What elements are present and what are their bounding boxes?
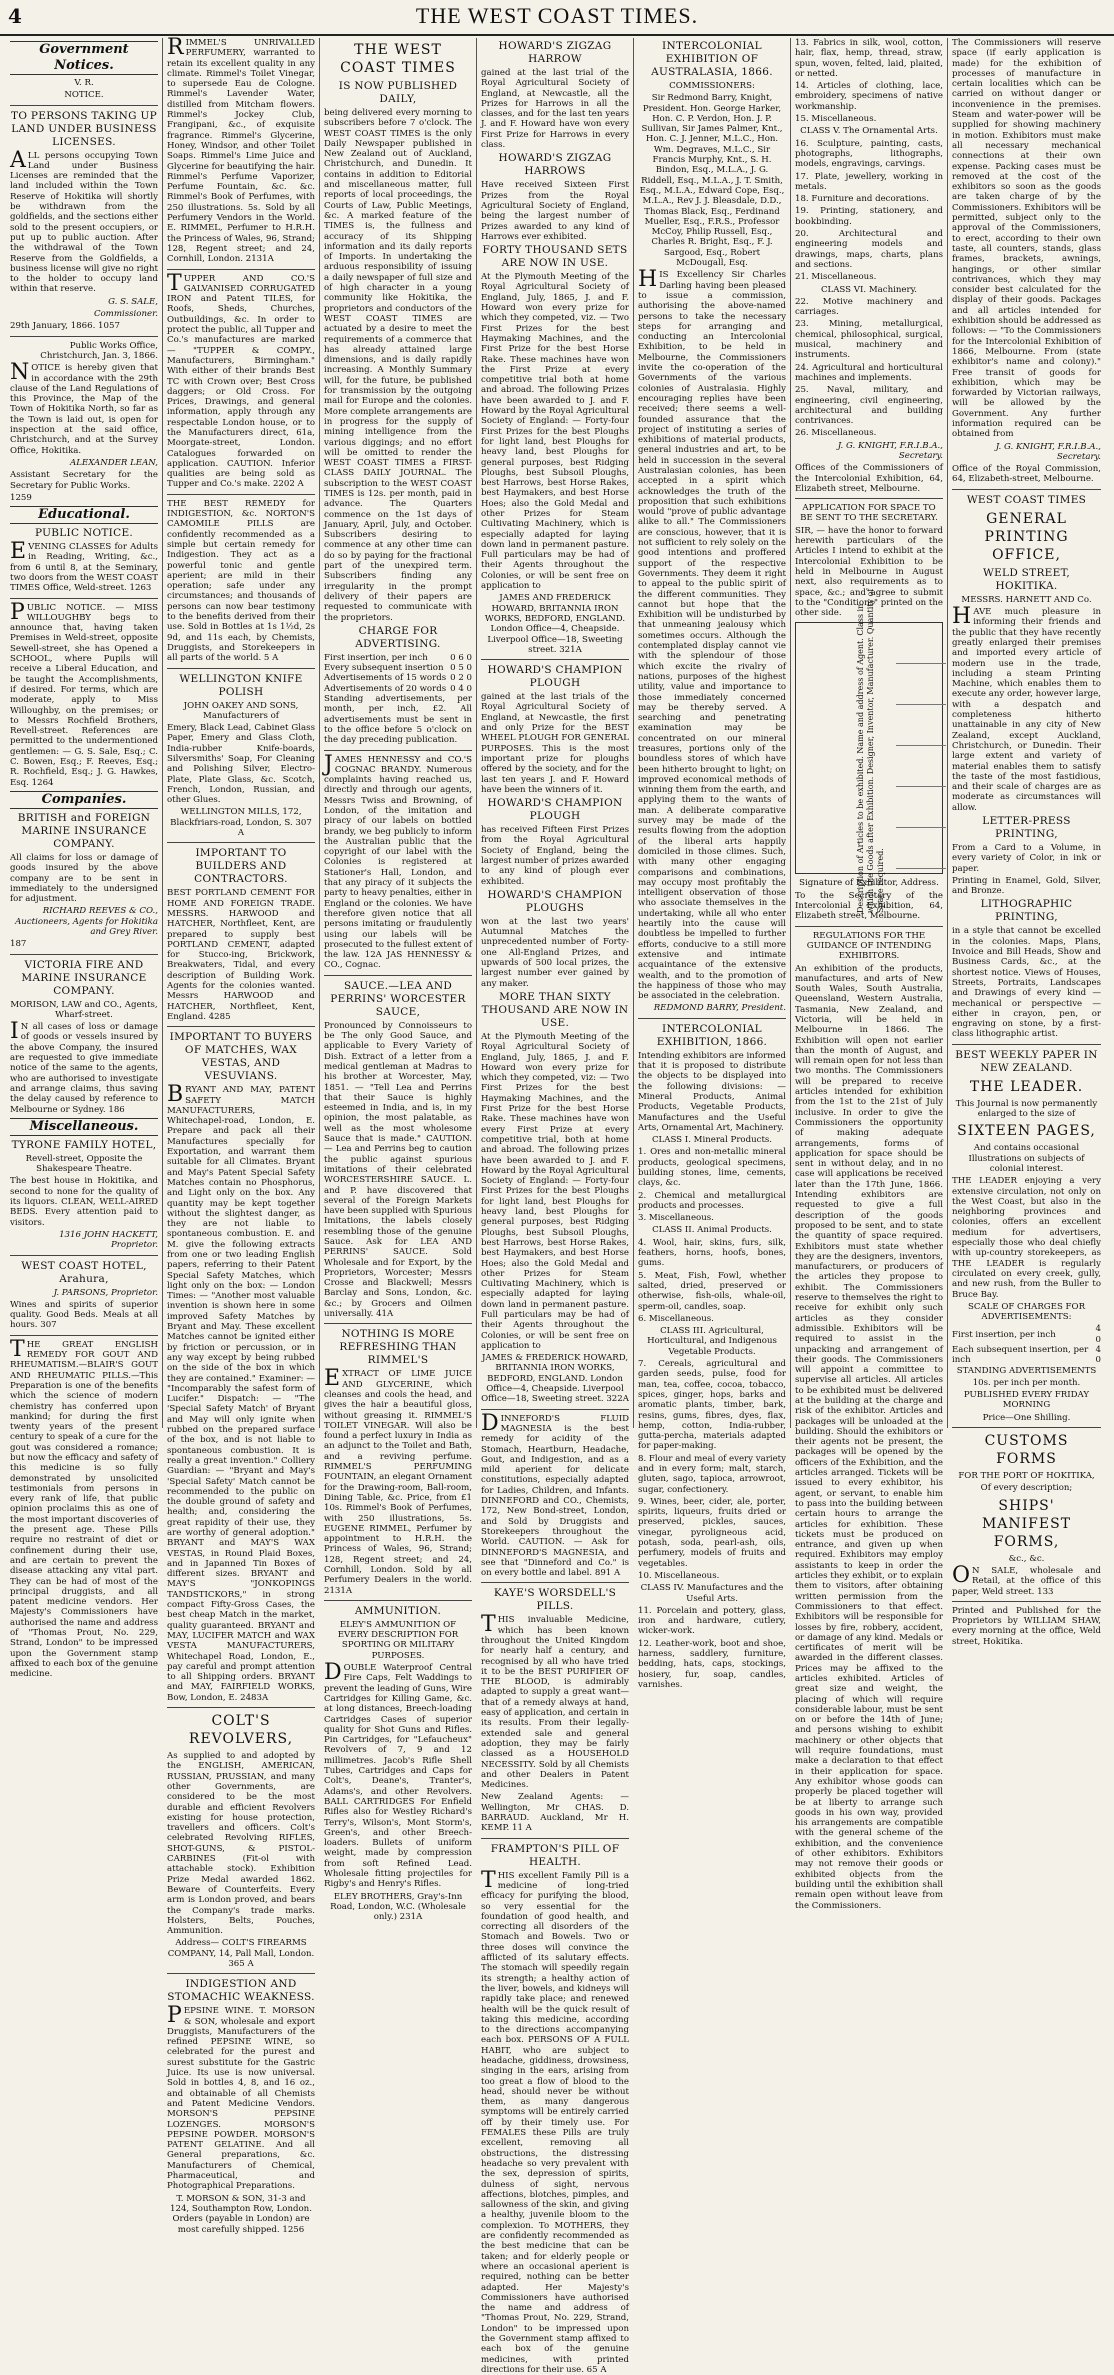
scale-value: 4 0 xyxy=(1095,1324,1101,1345)
wellington-polish-maker: JOHN OAKEY AND SONS, Manufacturers of xyxy=(183,700,299,721)
imprint: Printed and Published for the Proprietors by WILLIAM SHAW, every morning at the office, Weld street, Hokitika. xyxy=(952,1605,1101,1647)
colt-revolvers-body: As supplied to and adopted by the ENGLISH, AMERICAN, RUSSIAN, PRUSSIAN, and many other Governments, are considered to be the most durable and efficient Revolvers existing for house protection, travellers and officers. Colt's celebrated Revolving RIFLES, SHOT-GUNS, & PISTOL-CARBINES (Fit-ol with attachable stock). Exhibition Prize Medal awarded 1862. Beware of Counterfeits. Every arm is London proved, and bears the Company's trade marks. Holsters, Belts, Pouches, Ammunition. xyxy=(167,1751,315,1937)
form-lines xyxy=(896,623,946,873)
public-works-signature: ALEXANDER LEAN, xyxy=(70,457,158,468)
lithographic-title: LITHOGRAPHIC PRINTING, xyxy=(980,898,1073,924)
standing-title: STANDING ADVERTISEMENTS xyxy=(956,1365,1097,1376)
divider xyxy=(10,954,158,955)
column-2 xyxy=(163,35,320,2235)
builders-notice-title: IMPORTANT TO BUILDERS AND CONTRACTORS. xyxy=(194,847,288,886)
list-item: 20. Architectural and engineering models and drawings, maps, charts, plans and sections. xyxy=(795,229,943,270)
letterpress-title: LETTER-PRESS PRINTING, xyxy=(982,815,1071,840)
exhibition-commissioners: Sir Redmond Barry, Knight, President. Hon. George Harker, Hon. C. P. Verdon, Hon. J. P. Sullivan, Sir James Palmer, Knt., Hon. C. J. Jenner, M.L.C., Hon. Wm. Degraves, M.L.C., Sir Francis Murphy, Knt., S. H. Bindon, Esq., M.L.A., J. G. Riddell, Esq., M.L.A., J. T. Smith, Esq., M.L.A., Edward Cope, Esq., M.L.A., Rev J. J. Bleasdale, D.D., Thomas Black, Esq., Ferdinand Mueller, Esq., F.R.S., Professor McCoy, Philip Russell, Esq., Charles R. Bright, Esq., F. J. Sargood, Esq., Robert McDougall, Esq. xyxy=(639,93,785,269)
howard-zigzag2-title: HOWARD'S ZIGZAG HARROWS xyxy=(498,152,612,178)
notice-title: TO PERSONS TAKING UP LAND UNDER BUSINESS LICENSES. xyxy=(11,109,157,148)
colt-revolvers-title: COLT'S REVOLVERS, xyxy=(188,1713,294,1748)
exhibition-title: INTERCOLONIAL EXHIBITION OF AUSTRALASIA, 1866. xyxy=(651,40,773,78)
notice-label: NOTICE. xyxy=(64,90,104,101)
kaye-body: THIS invaluable Medicine, which has been known throughout the United Kingdom for nearly half a century, and recognised by all who have tried it to be the BEST PURIFIER OF THE BLOOD, is admirably adapted to supply a great want—that of a remedy always at hand, easy of application, and certain in its results. From their legally-extended sale and general adoption, they may be fairly classed as a HOUSEHOLD NECESSITY. Sold by all Chemists and other Dealers in Patent Medicines. xyxy=(481,1612,629,1791)
bfm-insurance-signature: RICHARD REEVES & CO., Auctioneers, Agents for Hokitika and Grey River. xyxy=(15,906,158,937)
howard-champion2-body: has received Fifteen First Prizes from the Royal Agricultural Society of England, being the largest number of prizes awarded to any kind of plough ever exhibited. xyxy=(481,825,629,887)
colt-revolvers-address: Address— COLT'S FIREARMS COMPANY, 14, Pall Mall, London. 365 A xyxy=(167,1938,315,1969)
notice-signature-role: Commissioner. xyxy=(93,309,158,320)
list-item: 26. Miscellaneous. xyxy=(795,428,877,439)
list-item: 21. Miscellaneous. xyxy=(795,272,877,283)
divider xyxy=(167,1026,315,1027)
divider xyxy=(324,975,472,976)
table-row xyxy=(324,663,472,673)
more-than-signature: JAMES & FREDERICK HOWARD, BRITANNIA IRON WORKS, BEDFORD, ENGLAND. London Office—4, Cheapside. Liverpool Office—18, Sweeting street. 322A xyxy=(481,1353,629,1405)
list-item: CLASS VI. Machinery. xyxy=(820,284,918,295)
exhibition-body: HIS Excellency Sir Charles Darling having been pleased to issue a commission, authorising the above-named persons to take the necessary steps for arranging and conducting an Intercolonial Exhibition, to be held in Melbourne, the Commissioners invite the co-operation of the Governments of the various colonies of Australasia. Highly encouraging replies have been received; there seems a well-founded assurance that the project of instituting a series of exhibitions of material products, general industries and art, to be held in succession in the several Australasian colonies, has been accepted in a spirit which acknowledges the truth of the proposition that such exhibitions would "prove of public advantage alike to all." The Commissioners are conscious, however, that it is not sufficient to rely solely on the good intentions and proffered support of the respective Governments. They deem it right to appeal to the public spirit of the different communities. They cannot but hope that the Exhibition will be undisturbed by that unmeaning jealousy which sometimes occurs. Although the contemplated display cannot vie with the splendour of those which excite the rivalry of nations, purposes of the highest utility, value and importance to those immediately concerned may be thereby served. A searching and penetrating examination may be concentrated on our mineral treasures, portions only of the boundless stores of which have been hitherto brought to light; on improved economical methods of winning them from the earth, and applying them to the wants of man. A deliberate comparative survey may be made of the results flowing from the adoption of the liberal arts happily domiciled in those climes. Such, with many other engaging comparisons and combinations, may occupy most profitably the intelligent observation of those who associate themselves in the undertaking, while all who enter heartily into the cause will doubtless be impelled to further efforts, conducive to a still more extensive and intimate acquaintance of the extensive wealth, and to the promotion of the happiness of those who may be associated in the celebration. xyxy=(638,267,786,1002)
howard-champion-title: HOWARD'S CHAMPION PLOUGH xyxy=(487,664,623,690)
list-item: 14. Articles of clothing, lace, embroidery, specimens of native workmanship. xyxy=(795,81,943,112)
public-works-signature-role: Assistant Secretary for the Secretary for Public Works. xyxy=(10,470,158,491)
list-item: 25. Naval, military, and engineering, civil engineering, architectural and building contrivances. xyxy=(795,385,943,427)
frampton-title: FRAMPTON'S PILL OF HEALTH. xyxy=(490,1842,620,1868)
tyrone-hotel-signature: 1316 JOHN HACKETT, Proprietor. xyxy=(59,1229,158,1251)
section-head-educational: Educational. xyxy=(10,506,158,524)
tyrone-hotel-title: TYRONE FAMILY HOTEL, xyxy=(11,1138,157,1151)
tyrone-hotel-body: The best house in Hokitika, and second to none for the quality of its liquors. CLEAN, WELL-AIRED BEDS. Every attention paid to visitors. xyxy=(10,1176,158,1228)
regulations-signature: J. G. KNIGHT, F.R.I.B.A., Secretary. xyxy=(995,441,1101,462)
eley-title: ELEY'S AMMUNITION OF EVERY DESCRIPTION FOR SPORTING OR MILITARY PURPOSES. xyxy=(337,1619,459,1661)
public-notice-title: PUBLIC NOTICE. xyxy=(34,527,134,540)
list-item: 16. Sculpture, painting, casts, photographs, lithographs, models, engravings, carvings. xyxy=(795,138,943,170)
column-6 xyxy=(791,38,948,1911)
printing-office-paper: WEST COAST TIMES xyxy=(966,493,1087,506)
victoria-insurance-title: VICTORIA FIRE AND MARINE INSURANCE COMPANY. xyxy=(21,958,147,997)
indigestion-body: PEPSINE WINE. T. MORSON & SON, wholesale and export Druggists, Manufacturers of the refined PEPSINE WINE, so celebrated for the purest and surest substitute for the Gastric Juice. Its use is now universal. Sold in bottles 4, 8, and 16 oz., and obtainable of all Chemists and Patent Medicine Vendors. MORSON'S PEPSINE LOZENGES. MORSON'S PEPSINE POWDER. MORSON'S PATENT GELATINE. And all General preparations, &c. Manufacturers of Chemical, Pharmaceutical, and Photographical Preparations. xyxy=(167,2003,315,2192)
printing-office-address: WELD STREET, HOKITIKA. xyxy=(982,566,1070,592)
charge-label: Every subsequent insertion xyxy=(324,663,444,674)
divider xyxy=(167,494,315,495)
more-than-title: MORE THAN SIXTY THOUSAND ARE NOW IN USE. xyxy=(481,990,629,1029)
builders-notice-body: BEST PORTLAND CEMENT FOR HOME AND FOREIGN TRADE. MESSRS. HARWOOD and HATCHER, Northfleet, Kent, are prepared to supply best PORTLAND CEMENT, adapted for Stucco-ing, Brickwork, Breakwaters, Tidal, and every description of Building Work. Agents for the colonies wanted. Messrs HARWOOD and HATCHER, Northfleet, Kent, England. 4285 xyxy=(167,888,315,1022)
divider xyxy=(638,1018,786,1019)
table-row xyxy=(952,1345,1101,1366)
divider xyxy=(481,1582,629,1583)
public-works-number: 1259 xyxy=(10,492,32,503)
school-notice-body: PUBLIC NOTICE. — MISS WILLOUGHBY begs to announce that, having taken Premises in Weld-street, opposite Sewell-street, she has Opened a SCHOOL, where Pupils will receive a Liberal Education, and be taught the Accomplishments, if desired. For terms, which are moderate, apply to Miss Willoughby, on the premises; or to Messrs Rochfield Brothers, Revell-street. References are permitted to the undermentioned gentlemen: — G. S. Sale, Esq.; C. C. Bowen, Esq.; F. Reeves, Esq.; R. Rochfield, Esq.; J. G. Hawkes, Esq. 1264 xyxy=(10,599,158,788)
dinneford-body: DINNEFORD'S FLUID MAGNESIA is the best remedy for acidity of the Stomach, Heartburn, Headache, Gout, and Indigestion, and as a mild aperient for delicate constitutions, especially adapted for Ladies, Children, and Infants. DINNEFORD and CO., Chemists, 172, New Bond-street, London, and Sold by Druggists and Storekeepers throughout the World. CAUTION. — Ask for DINNEFORD'S MAGNESIA, and see that "Dinneford and Co." is on every bottle and label. 891 A xyxy=(481,1410,629,1579)
rimmel-lime-title: NOTHING IS MORE REFRESHING THAN RIMMEL'S xyxy=(339,1328,457,1367)
charge-value: 0 2 0 xyxy=(450,673,472,684)
charge-title: CHARGE FOR ADVERTISING. xyxy=(355,624,441,650)
divider xyxy=(795,498,943,499)
ships-manifest-subtitle: &c., &c. xyxy=(1008,1553,1045,1564)
exhibition-signature: REDMOND BARRY, President. xyxy=(653,1003,786,1014)
section-head-companies: Companies. xyxy=(10,791,158,809)
charge-body: Standing advertisements, per month, per inch, £2. All advertisements must be sent in to the office before 5 o'clock on the day preceding publication. xyxy=(324,694,472,746)
list-item: 17. Plate, jewellery, working in metals. xyxy=(795,171,943,192)
divider xyxy=(481,659,629,660)
bryant-may-body: BRYANT AND MAY, PATENT SAFETY MATCH MANUFACTURERS, Whitechapel-road, London, E. Prepare and pack all their Manufactures specially for Exportation, and warrant them suitable for all Climates. Bryant and May's Patent Special Safety Matches contain no Phosphorus, and Light only on the box. Any quantity may be kept together without the slightest danger, as they are not liable to spontaneous combustion. E. and M. give the following extracts from one or two leading English papers, referring to their Patent Special Safety Matches, which light only on the box: — London Times: — "Another most valuable invention is shown here in some improved Safety Matches by Bryant and May. These excellent Matches cannot be ignited either by friction or percussion, or in any way except by being rubbed on the side of the box in which they are contained." Examiner: — "Incomparably the safest form of Lucifer." Dispatch: — "The 'Special Safety Match' of Bryant and May will only ignite when rubbed on the prepared surface of the box, and is not liable to spontaneous combustion. It is really a great invention." Colliery Guardian: — "Bryant and May's 'Special Safety' Match cannot be recommended to the public on the double ground of safety and health; and, considering the great rapidity of their use, they are worthy of general adoption." BRYANT and MAY'S WAX VESTAS, in Round Plaid Boxes, and in Japanned Tin Boxes of different sizes. BRYANT and MAY'S "JONKOPINGS TANDSTICKORS," in strong compact Fifty-Gross Cases, the best cheap Match in the market, quality guaranteed. BRYANT and MAY, LUCIFER MATCH and WAX VESTA MANUFACTURERS, Whitechapel Road, London, E., pay careful and prompt attention to all Shipping orders. BRYANT and MAY, FAIRFIELD WORKS, Bow, London, E. 2483A xyxy=(167,1082,315,1703)
leader-subtitle: This Journal is now permanently enlarged to the size of xyxy=(955,1098,1098,1120)
howard-champion3-title: HOWARD'S CHAMPION PLOUGHS xyxy=(487,888,623,914)
table-row xyxy=(324,673,472,683)
charge-value: 0 6 0 xyxy=(450,652,472,663)
more-than-body: At the Plymouth Meeting of the Royal Agricultural Society of England, July, 1865, J. and F. Howard won every prize for which they competed, viz: — Two First Prizes for the best Haymaking Machines, and the First Prize for the best Horse Rake. These machines have won every First Prize at every competitive trial, both at home and abroad. The following prizes have been awarded to J. and F. Howard by the Royal Agricultural Society of England: — Forty-four First Prizes for the best Ploughs for light land, best Ploughs for heavy land, best Ploughs for general purposes, best Ridging Ploughs, best Subsoil Ploughs, best Harrows, best Horse Rakes, best Haymakers, and best Horse Hoes; also the Gold Medal and other Prizes for Steam Cultivating Machinery, which is especially adapted for laying down land in permanent pasture. Full particulars may be had of their Agents throughout the Colonies, or will be sent free on application to xyxy=(481,1031,629,1351)
list-item: 7. Cereals, agricultural and garden seeds, pulse, food for man, tea, coffee, cocoa, tobacco, spices, ginger, hops, barks and aromatic plants, timber, bark, resins, gums, fibres, dyes, flax, hemp, cotton, India-rubber, gutta-percha, materials adapted for paper-making. xyxy=(638,1359,786,1452)
indigestion-title: INDIGESTION AND STOMACHIC WEAKNESS. xyxy=(167,1978,315,2004)
wellington-polish-body: Emery, Black Lead, Cabinet Glass Paper, Emery and Glass Cloth, India-rubber Knife-boards, Silversmiths' Soap, For Cleaning and Polishing Silver, Electro-Plate, Plate Glass, &c. Scotch, French, London, Russian, and other Glues. xyxy=(167,723,315,806)
table-row xyxy=(324,653,472,663)
printing-office-body: HAVE much pleasure in informing their friends and the public that they have recently greatly enlarged their premises and imported every article of modern use in the trade, including a steam Printing Machine, which enables them to execute any order, however large, with a despatch and completeness hitherto unattainable in any city of New Zealand, except Auckland, Christchurch, or Dunedin. Their large extent and variety of material enables them to satisfy the taste of the most fastidious, and their scale of charges are as moderate as circumstances will allow. xyxy=(952,604,1101,813)
divider xyxy=(167,269,315,270)
charge-label: First insertion, per inch xyxy=(324,652,428,663)
published-line: PUBLISHED EVERY FRIDAY MORNING xyxy=(963,1390,1090,1411)
bfm-insurance-title: BRITISH and FOREIGN MARINE INSURANCE COMPANY. xyxy=(17,811,151,850)
regulations-cont-body: The Commissioners will reserve space (if early application is made) for the exhibition of processes of manufacture in certain localities which can be carried on without danger or inconvenience in the premises. Steam and water-power will be supplied for showing machinery in motion. Exhibitors must make all necessary mechanical connections at their own expense. Packing cases must be removed at the cost of the exhibitors so soon as the goods are taken charge of by the Commissioners. Exhibitors will be permitted, subject only to the approval of the Commissioners, to erect, according to their own taste, all counters, stands, glass frames, brackets, awnings, hangings, or other similar contrivances, which they may consider best calculated for the display of their goods. Packages and all articles intended for exhibition should be addressed as follows: — "To the Commissioners for the Intercolonial Exhibition of 1866, Melbourne. From (state exhibitor's name and colony)." Free transit of goods for exhibition, which may be forwarded by Victorian railways, will be allowed by the Government. Any further information required can be obtained from xyxy=(952,38,1101,440)
indigestion-address: T. MORSON & SON, 31-3 and 124, Southampton Row, London. Orders (payable in London) are most carefully shipped. 1256 xyxy=(170,2193,312,2235)
scale-label: Each subsequent insertion, per inch xyxy=(952,1344,1089,1366)
signature-to: To the Secretary of the Intercolonial Exhibition, 64, Elizabeth street, Melbourne. xyxy=(795,890,943,922)
howard-zigzag3-body: At the Plymouth Meeting of the Royal Agricultural Society of England, July, 1865, J. and F. Howard won every prize for which they competed, viz. — Two First Prizes for the best Haymaking Machines, and the First Prize for the best Horse Rake. These machines have won the First Prize at every competitive trial both at home and abroad. The following Prizes have been awarded to J. and F. Howard by the Royal Agricultural Society of England: — Forty-four First Prizes for the best Ploughs for light land, best Ploughs for heavy land, best Ploughs for general purposes, best Ridging Ploughs, best Subsoil Ploughs, best Harrows, best Horse Rakes, best Haymakers, and best Horse Hoes; also the Gold Medal and other Prizes for Steam Cultivating Machinery, which is especially adapted for laying down land in permanent pasture. Full particulars may be had of their Agents throughout the Colonies, or will be sent free on application to xyxy=(481,272,629,592)
list-item: 1. Ores and non-metallic mineral products, geological specimens, building stones, lime, cements, clays, &c. xyxy=(638,1147,786,1189)
best-weekly-title: BEST WEEKLY PAPER IN NEW ZEALAND. xyxy=(955,1048,1098,1074)
tupper-iron-body: TUPPER AND CO.'S GALVANISED CORRUGATED IRON and Patent TILES, for Roofs, Sheds, Churches, Outbuildings, &c. In order to protect the public, all Tupper and Co.'s manufactures are marked — "TUPPER & COMPY., Manufacturers, Birmingham." With either of their brands Best TC with Crown over; Best Cross daggers; or Old Cross. For Prices, Drawings, and general information, apply through any respectable London house, or to the Manufacturers direct, 61a, Moorgate-street, London. Catalogues forwarded on application. CAUTION. Inferior qualities are being sold as Tupper and Co.'s make. 2202 A xyxy=(167,270,315,490)
column-3 xyxy=(320,38,477,1923)
price-line: Price—One Shilling. xyxy=(982,1412,1071,1423)
howard-champion-body: gained at the last trials of the Royal Agricultural Society of England, at Newcastle, the first and only Prize for the BEST WHEEL PLOUGH FOR GENERAL PURPOSES. This is the most important prize for ploughs offered by the society, and for the last ten years J. and F. Howard have been the winners of it. xyxy=(481,692,629,795)
frampton-body: THIS excellent Family Pill is a medicine of long-tried efficacy for purifying the blood, so very essential for the foundation of good health, and correcting all disorders of the Stomach and Bowels. Two or three doses will convince the afflicted of its salutary effects. The stomach will speedily regain its strength; a healthy action of the liver, bowels, and kidneys will rapidly take place; and renewed health will be the quick result of taking this medicine, according to the directions accompanying each box. PERSONS OF A FULL HABIT, who are subject to headache, giddiness, drowsiness, singing in the ears, arising from too great a flow of blood to the head, should never be without them, as many dangerous symptoms will be entirely carried off by their timely use. For FEMALES these Pills are truly excellent, removing all obstructions, the distressing headache so very prevalent with the sex, depression of spirits, dulness of sight, nervous affections, blotches, pimples, and sallowness of the skin, and giving a healthy, juvenile bloom to the complexion. To MOTHERS, they are confidently recommended as the best medicine that can be taken; and for elderly people or where an occasional aperient is required, nothing can be better adapted. Her Majesty's Commissioners have authorised the name and address of "Thomas Prout, No. 229, Strand, London" to be impressed upon the Government stamp affixed to each box of the genuine medicines, with printed directions for their use. 65 A xyxy=(481,1867,629,2375)
list-item: 6. Miscellaneous. xyxy=(638,1313,714,1324)
divider xyxy=(10,1335,158,1336)
bfm-insurance-body: All claims for loss or damage of goods insured by the above company are to be sent in immediately to the undersigned for adjustment. xyxy=(10,852,158,905)
tyrone-hotel-address: Revell-street, Opposite the Shakespeare Theatre. xyxy=(25,1153,143,1175)
divider xyxy=(952,1601,1101,1602)
list-item: 23. Mining, metallurgical, chemical, philosophical, surgical, musical, machinery and instruments. xyxy=(795,319,943,361)
charge-value: 0 4 0 xyxy=(450,683,472,694)
section-head-government: Government Notices. xyxy=(10,41,158,75)
eley-body: DOUBLE Waterproof Central Fire Caps, Felt Waddings to prevent the leading of Guns, Wire Cartridges for Killing Game, &c. at long distances, Breech-loading Cartridges Cases of superior quality for Shot Guns and Rifles. Pin Cartridges, for "Lefaucheux" Revolvers of 7, 9 and 12 millimetres. Jacob's Rifle Shell Tubes, Cartridges and Caps for Colt's, Deane's, Tranter's, Adams's, and other Revolvers. BALL CARTRIDGES For Enfield Rifles also for Westley Richard's Terry's, Wilson's, Mont Storm's, Green's, and other Breech-loaders. Bullets of uniform weight, made by compression from soft Refined Lead. Wholesale fitting projectiles for Rigby's and Henry's Rifles. xyxy=(324,1660,472,1890)
list-item: CLASS III. Agricultural, Horticultural, and Indigenous Vegetable Products. xyxy=(647,1326,777,1357)
divider xyxy=(167,1973,315,1974)
customs-title: CUSTOMS FORMS xyxy=(984,1433,1069,1468)
divider xyxy=(10,598,158,599)
list-item: 19. Printing, stationery, and bookbinding. xyxy=(795,206,943,227)
scale-label: First insertion, per inch xyxy=(952,1329,1056,1340)
masthead xyxy=(0,0,1114,36)
divider xyxy=(481,1409,629,1410)
charge-table xyxy=(324,653,472,694)
lea-perrins-body: Pronounced by Connoisseurs to be The only Good Sauce, and applicable to Every Variety of Dish. Extract of a letter from a medical gentleman at Madras to his brother at Worcester, May, 1851. — "Tell Lea and Perrins that their Sauce is highly esteemed in India, and is, in my opinion, the most palatable, as well as the most wholesome Sauce that is made." CAUTION. — Lea and Perrins beg to caution the public against spurious imitations of their celebrated WORCESTERSHIRE SAUCE. L. and P. have discovered that several of the Foreign Markets have been supplied with Spurious Imitations, the labels closely resembling those of the genuine Sauce. Ask for LEA AND PERRINS' SAUCE. Sold Wholesale and for Export, by the Proprietors, Worcester; Messrs Crosse and Blackwell; Messrs Barclay and Sons, London, &c. &c.; by Grocers and Oilmen universally. 41A xyxy=(324,1020,472,1320)
application-form-headings: Description of Articles to be exhibited. Name and address of Agent. Class in which the Goods after Exhibition. Designer, Inventor, Manufacturer. Quantity of Space required. xyxy=(856,589,885,914)
list-item: 11. Porcelain and pottery, glass, iron and hardware, cutlery, wicker-work. xyxy=(638,1605,786,1637)
divider xyxy=(952,489,1101,490)
list-item: 5. Meat, Fish, Fowl, whether salted, dried, preserved or otherwise, fish-oils, whale-oil, sperm-oil, candles, soap. xyxy=(638,1270,786,1312)
list-item: CLASS IV. Manufactures and the Useful Arts. xyxy=(640,1583,784,1604)
leader-body: THE LEADER enjoying a very extensive circulation, not only on the West Coast, but also in the neighboring provinces and colonies, offers an excellent medium for advertisers, especially those who deal chiefly with up-country storekeepers, as THE LEADER is regularly circulated on every creek, gully, and new rush, from the Buller to Bruce Bay. xyxy=(952,1176,1101,1300)
table-row xyxy=(324,684,472,694)
table-row xyxy=(952,1324,1101,1345)
divider xyxy=(10,336,158,337)
scale-value: 4 0 xyxy=(1095,1344,1101,1366)
leader-subtitle-2: And contains occasional Illustrations on subjects of colonial interest. xyxy=(968,1143,1085,1174)
divider xyxy=(481,1838,629,1839)
wct-notice-title: THE WEST COAST TIMES xyxy=(340,42,456,76)
regulations-address: Office of the Royal Commission, 64, Elizabeth-street, Melbourne. xyxy=(952,464,1101,485)
howard-champion2-title: HOWARD'S CHAMPION PLOUGH xyxy=(487,797,623,823)
west-coast-hotel-title: WEST COAST HOTEL, Arahura, xyxy=(21,1259,147,1285)
norton-pills-body: THE BEST REMEDY for INDIGESTION, &c. NORTON'S CAMOMILE PILLS are confidently recommended as a simple but certain remedy for Indigestion. They act as a powerful tonic and gentle aperient; are mild in their operation; safe under any circumstances; and thousands of persons can now bear testimony to the benefits derived from their use. Sold in Bottles at 1s 1½d, 2s 9d, and 11s each, by Chemists, Druggists, and Storekeepers in all parts of the world. 5 A xyxy=(167,498,315,664)
wellington-polish-title: WELLINGTON KNIFE POLISH xyxy=(179,672,303,698)
howard-zigzag-title: HOWARD'S ZIGZAG HARROW xyxy=(498,40,612,65)
west-coast-hotel-signature: J. PARSONS, Proprietor. xyxy=(53,1287,158,1298)
list-item: CLASS I. Mineral Products. xyxy=(651,1135,773,1146)
list-item: 24. Agricultural and horticultural machines and implements. xyxy=(795,362,943,383)
hennessy-body: JAMES HENNESSY and CO.'S COGNAC BRANDY. Numerous complaints having reached us, directly and through our agents, Messrs Twiss and Browning, of London, of the imitation and piracy of our labels on bottled brandy, we beg publicly to inform the Australian public that the copyright of our label with the Colonies is registered at Stationer's Hall, London, and that any piracy of it subjects the party to heavy penalties, either in England or the colonies. We have therefore given notice that all persons imitating or fraudulently using our labels will be prosecuted to the fullest extent of the law. 12A JAS HENNESSY & CO., Cognac. xyxy=(324,751,473,971)
application-title: APPLICATION FOR SPACE TO BE SENT TO THE SECRETARY. xyxy=(800,503,938,524)
list-item: 18. Furniture and decorations. xyxy=(795,194,929,205)
list-item: 10. Miscellaneous. xyxy=(638,1570,720,1581)
exhibition2-title: INTERCOLONIAL EXHIBITION, 1866. xyxy=(656,1022,768,1048)
leader-pages: SIXTEEN PAGES, xyxy=(957,1123,1096,1140)
divider xyxy=(167,1707,315,1708)
eley-address: ELEY BROTHERS, Gray's-Inn Road, London, W.C. (Wholesale only.) 231A xyxy=(330,1891,466,1923)
leader-title: THE LEADER. xyxy=(969,1078,1084,1095)
list-item: 22. Motive machinery and carriages. xyxy=(795,296,943,318)
charge-value: 0 5 0 xyxy=(450,663,472,674)
scale-table xyxy=(952,1324,1101,1365)
charge-label: Advertisements of 15 words xyxy=(324,673,447,684)
rimmel-lime-body: EXTRACT OF LIME JUICE AND GLYCERINE, which cleanses and cools the head, and gives the hair a beautiful gloss, without greasing it. RIMMEL'S TOILET VINEGAR. Will also be found a perfect luxury in India as an adjunct to the Toilet and Bath, and a reviving perfume. RIMMEL'S PERFUMING FOUNTAIN, an elegant Ornament for the Drawing-room, Ball-room, Dining Table, &c. Price, from £1 10s. Rimmel's Book of Perfumes, with 250 illustrations, 5s. EUGENE RIMMEL, Perfumer by appointment to H.R.H. the Princess of Wales, 96, Strand; 128, Regent street; and 24, Cornhill, London. Sold by all Perfumery Dealers in the world. 2131A xyxy=(324,1366,472,1596)
bryant-may-title: IMPORTANT TO BUYERS OF MATCHES, WAX VESTAS, AND VESUVIANS. xyxy=(169,1031,313,1083)
letterpress-body: From a Card to a Volume, in every variety of Color, in ink or paper. xyxy=(952,843,1101,874)
list-item: 13. Fabrics in silk, wool, cotton, hair, flax, hemp, thread, straw, spun, woven, felted, laid, plaited, or netted. xyxy=(795,38,943,79)
wct-notice-body: being delivered every morning to subscribers before 7 o'clock. The WEST COAST TIMES is the only Daily Newspaper published in New Zealand out of Auckland, Christchurch, and Dunedin. It contains in addition to Editorial and miscellaneous matter, full reports of local proceedings, the Courts of Law, Public Meetings, &c. A marked feature of the TIMES is, the fullness and accuracy of its Shipping information and its daily reports of Imports. In undertaking the arduous responsibility of issuing a daily newspaper of full size and of high character in a young community like Hokitika, the proprietors and conductors of the WEST COAST TIMES are actuated by a desire to meet the requirements of a commerce that has already attained large dimensions, and is daily rapidly increasing. A Monthly Summary will, for the future, be published for transmission by the outgoing mail for Europe and the colonies. More complete arrangements are in progress for the supply of mining intelligence from the various diggings; and no effort will be omitted to render the WEST COAST TIMES a FIRST-CLASS DAILY JOURNAL. The subscription to the WEST COAST TIMES is 12s. per month, paid in advance. The Quarters commence on the 1st days of January, April, July, and October. Subscribers desiring to commence at any other time can do so by paying for the fractional part of the unexpired term. Subscribers finding any irregularity in the prompt delivery of their papers are requested to communicate with the proprietors. xyxy=(324,108,472,623)
exhibition2-body: Intending exhibitors are informed that it is proposed to distribute the objects to be displayed into the following divisions: — Mineral Products, Animal Products, Vegetable Products, Manufactures and the Useful Arts, Ornamental Art, Machinery. xyxy=(638,1050,786,1133)
column-4 xyxy=(477,38,634,2375)
list-item: 3. Miscellaneous. xyxy=(638,1213,714,1224)
victoria-insurance-body: IN all cases of loss or damage of goods or vessels insured by the above Company, the insured are requested to give immediate notice of the same to the agents, who are authorised to investigate and arrange claims, thus saving the delay caused by reference to Melbourne or Sydney. 186 xyxy=(10,1019,158,1115)
list-item: 8. Flour and meal of every variety and in every form; malt, starch, gluten, sago, tapioca, arrowroot, sugar, confectionery. xyxy=(638,1453,786,1495)
customs-subtitle-2: Of every description; xyxy=(980,1483,1073,1494)
page-number: 4 xyxy=(8,4,22,28)
gout-pills-body: THE GREAT ENGLISH REMEDY FOR GOUT AND RHEUMATISM.—BLAIR'S GOUT AND RHEUMATIC PILLS.—This Preparation is one of the benefits which the science of modern chemistry has conferred upon mankind; for during the first twenty years of the present century to speak of a cure for the gout was considered a romance; but now the efficacy and safety of this medicine is so fully demonstrated by unsolicited testimonials from persons in every rank of life, that public opinion proclaims this as one of the most important discoveries of the present age. These Pills require no restraint of diet or confinement during their use, and are certain to prevent the disease attacking any vital part. They can be had of most of the principal druggists, and all patent medicine vendors. Her Majesty's Commissioners have authorised the name and address of "Thomas Prout, No. 229, Strand, London" to be impressed upon the Government stamp affixed to each box of the genuine medicine. xyxy=(10,1336,158,1680)
vr-mark: V. R. xyxy=(74,78,94,88)
standing-body: 10s. per inch per month. xyxy=(972,1377,1081,1388)
divider xyxy=(324,750,472,751)
divider xyxy=(795,926,943,927)
list-item: 15. Miscellaneous. xyxy=(795,114,877,125)
howard-zigzag3-title: FORTY THOUSAND SETS ARE NOW IN USE. xyxy=(482,244,628,270)
divider xyxy=(167,842,315,843)
scale-title: SCALE OF CHARGES FOR ADVERTISEMENTS: xyxy=(967,1301,1086,1323)
column-5 xyxy=(634,38,791,1690)
divider xyxy=(324,1323,472,1324)
printing-office-firm: MESSRS. HARNETT AND Co. xyxy=(961,594,1092,605)
divider xyxy=(952,1427,1101,1428)
divider xyxy=(10,105,158,106)
public-notice-body: EVENING CLASSES for Adults in Reading, Writing, &c., from 6 until 8, at the Seminary, two doors from the WEST COAST TIMES Office, Weld-street. 1263 xyxy=(10,539,158,594)
howard-zigzag3-signature: JAMES AND FREDERICK HOWARD, BRITANNIA IRON WORKS, BEDFORD, ENGLAND. London Office—4, Cheapside. Liverpool Office—18, Sweeting street. 321A xyxy=(484,593,626,655)
public-works-body: NOTICE is hereby given that in accordance with the 29th clause of the Land Regulations of this Province, the Map of the Town of Hokitika North, so far as the Town is laid out, is open for inspection at the said office, Christchurch, and at the Survey Office, Hokitika. xyxy=(10,360,158,456)
list-item: CLASS II. Animal Products. xyxy=(652,1225,772,1236)
howard-zigzag-body: gained at the last trial of the Royal Agricultural Society of England, at Newcastle, all the Prizes for Harrows in all the classes, and for the last ten years J. and F. Howard have won every First Prize for Harrows in every class. xyxy=(481,68,629,151)
section-head-miscellaneous: Miscellaneous. xyxy=(10,1118,158,1136)
victoria-insurance-agents: MORISON, LAW and CO., Agents, Wharf-street. xyxy=(10,999,158,1020)
on-sale-body: ON SALE, wholesale and Retail, at the office of this paper, Weld street. 133 xyxy=(952,1562,1101,1597)
exhibition-classes xyxy=(638,1135,786,1690)
divider xyxy=(324,1600,472,1601)
howard-champion3-body: won at the last two years' Autumnal Matches the unprecedented number of Forty-one All-England Prizes, and upwards of 500 local prizes, the largest number ever gained by any maker. xyxy=(481,916,629,989)
secretary-signature: J. G. KNIGHT, F.R.I.B.A., Secretary. xyxy=(837,440,943,461)
wct-notice-subtitle: IS NOW PUBLISHED DAILY, xyxy=(338,80,458,105)
signature-line: Signature of Exhibitor, Address. xyxy=(799,878,939,889)
divider xyxy=(167,668,315,669)
regulations-title: REGULATIONS FOR THE GUIDANCE OF INTENDING EXHIBITORS. xyxy=(806,930,932,962)
letterpress-body-2: Printing in Enamel, Gold, Silver, and Bronze. xyxy=(952,875,1101,897)
list-item: 12. Leather-work, boot and shoe, harness, saddlery, furniture, bedding, hats, caps, stockings, hosiery, fur, soap, candles, varnishes. xyxy=(638,1638,786,1690)
ammunition-title: AMMUNITION. xyxy=(354,1604,442,1617)
divider xyxy=(10,1255,158,1256)
notice-body: ALL persons occupying Town Land under Business Licenses are reminded that the land included within the Town Reserve of Hokitika will shortly be withdrawn from the goldfields, and the sections either sold to the present occupiers, or put up to public auction. After the withdrawal of the Town Reserve from the Goldfields, a business license will give no right to the holder to occupy land within that reserve. xyxy=(10,147,158,295)
list-item: 9. Wines, beer, cider, ale, porter, spirits, liqueurs, fruits dried or preserved, pickles, sauces, vinegar, pyroligneous acid, potash, soda, pearl-ash, oils, perfumery, models of fruits and vegetables. xyxy=(638,1496,786,1569)
page-columns xyxy=(6,35,1110,2375)
west-coast-hotel-body: Wines and spirits of superior quality. Good Beds. Meals at all hours. 307 xyxy=(10,1299,158,1331)
public-works-title: Public Works Office, Christchurch, Jan. 3, 1866. xyxy=(40,340,158,361)
kaye-title: KAYE'S WORSDELL'S PILLS. xyxy=(493,1587,617,1613)
application-body: SIR, — have the honor to forward herewith particulars of the Articles I intend to exhibit at the Intercolonial Exhibition to be held in Melbourne in August next, also requirements as to space, &c.; and agree to submit to the "Conditions" printed on the other side. xyxy=(795,525,943,619)
exhibition-classes-cont xyxy=(795,38,943,439)
lithographic-body: in a style that cannot be excelled in the colonies. Maps, Plans, Invoice and Bill Heads, Show and Business Cards, &c., at the shortest notice. Views of Houses, Streets, Portraits, Landscapes and Drawings of every kind — mechanical or perspective — either in crayon, pen, or engraving on stone, by a first-class lithographic artist. xyxy=(952,926,1101,1040)
list-item: 4. Wool, hair, skins, furs, silk, feathers, horns, hoofs, bones, gums. xyxy=(638,1237,786,1269)
kaye-agents: New Zealand Agents: — Wellington, Mr CHAS. D. BARRAUD. Auckland, Mr H. KEMP. 11 A xyxy=(481,1792,629,1834)
ships-manifest-title: SHIPS' MANIFEST FORMS, xyxy=(981,1497,1072,1550)
newspaper-title: THE WEST COAST TIMES. xyxy=(415,3,699,28)
column-1 xyxy=(6,38,163,1680)
list-item: 2. Chemical and metallurgical products and processes. xyxy=(638,1190,786,1211)
regulations-body: An exhibition of the products, manufactures, and arts of New South Wales, South Australia, Queensland, Western Australia, Tasmania, New Zealand, and Victoria, will be held in Melbourne in 1866. The Exhibition will open not earlier than the month of August, and will remain open for not less than two months. The Commissioners will be prepared to receive articles intended for exhibition from the 1st to the 21st of July inclusive. In order to give the Commissioners the opportunity of making adequate arrangements, forms of application for space should be sent in without delay, and in no case will applications be received later than the 17th June, 1866. Intending exhibitors are requested to give a full description of the goods proposed to be sent, and to state the quantity of space required. Exhibitors must state whether they are the designers, inventors, manufacturers, or producers of the articles they propose to exhibit. The Commissioners reserve to themselves the right to receive for exhibit only such articles as they consider admissible. Exhibitors will be required to assist in the unpacking and arrangement of their goods. The Commissioners will appoint a committee to supervise all articles. All articles to be exhibited must be delivered at the building at the charge and risk of the exhibitor. Articles and packages will be unloaded at the building. Should the exhibitors or their agents not be present, the packages will be opened by the officers of the Exhibition, and the articles arranged. Tickets will be issued to every exhibitor, his agent, or servant, to enable him to pass into the building between certain hours to arrange the articles for exhibition. These tickets must be produced on entrance, and given up when required. Exhibitors may employ assistants to keep in order the articles they exhibit, or to explain them to visitors, after obtaining written permission from the Commissioners to that effect. Exhibitors will be responsible for losses by fire, robbery, accident, or damage of any kind. Medals or certificates of merit will be awarded in the different classes. Prices may be affixed to the articles exhibited. Articles of great size and weight, the placing of which will require considerable labour, must be sent on or before the 14th of June; and persons wishing to exhibit machinery or other objects that will require foundations, must make a declaration to that effect in their application for space. Any exhibitor whose goods can properly be placed together will be at liberty to arrange such goods in his own way, provided his arrangements are compatible with the general scheme of the exhibition, and the convenience of other exhibitors. Exhibitors may not remove their goods or exhibited objects from the building until the exhibition shall remain open without leave from the Commissioners. xyxy=(795,963,943,1911)
notice-date: 29th January, 1866. 1057 xyxy=(10,321,120,332)
exhibition-commissioners-label: COMMISSIONERS: xyxy=(669,81,755,91)
rimmel-perfumery-body: RIMMEL'S UNRIVALLED PERFUMERY, warranted to retain its excellent quality in any climate. Rimmel's Toilet Vinegar, to supersede Eau de Cologne. Rimmel's Lavender Water, distilled from Mitcham flowers. Rimmel's Jockey Club, Frangipani, &c., of exquisite fragrance. Rimmel's Glycerine, Honey, Windsor, and other Toilet Soaps. Rimmel's Lime Juice and Glycerine for beautifying the hair. Rimmel's Perfume Vaporizer, Perfume Fountain, &c. &c. Rimmel's Book of Perfumes, with 250 illustrations. 5s. Sold by all Perfumery Vendors in the World. E. RIMMEL, Perfumer to H.R.H. the Princess of Wales, 96, Strand; 128, Regent street; and 24, Cornhill, London. 2131A xyxy=(167,35,315,265)
charge-label: Advertisements of 20 words xyxy=(324,683,447,694)
divider xyxy=(952,1044,1101,1045)
customs-subtitle: FOR THE PORT OF HOKITIKA, xyxy=(958,1471,1095,1482)
list-item: CLASS V. The Ornamental Arts. xyxy=(800,126,938,137)
printing-office-title: GENERAL PRINTING OFFICE, xyxy=(984,510,1069,563)
notice-signature: G. S. SALE, xyxy=(108,296,158,307)
secretary-address: Offices of the Commissioners of the Intercolonial Exhibition, 64, Elizabeth street, Melbourne. xyxy=(795,463,943,494)
howard-zigzag2-body: Have received Sixteen First Prizes from the Royal Agricultural Society of England, being the largest number of Prizes awarded to any kind of Harrows ever exhibited. xyxy=(481,180,629,242)
wellington-polish-address: WELLINGTON MILLS, 172, Blackfriars-road, London, S. 307 A xyxy=(170,807,312,839)
bfm-insurance-number: 187 xyxy=(10,939,27,950)
lea-perrins-title: SAUCE.—LEA AND PERRINS' WORCESTER SAUCE, xyxy=(330,979,466,1018)
column-7 xyxy=(948,38,1105,1647)
